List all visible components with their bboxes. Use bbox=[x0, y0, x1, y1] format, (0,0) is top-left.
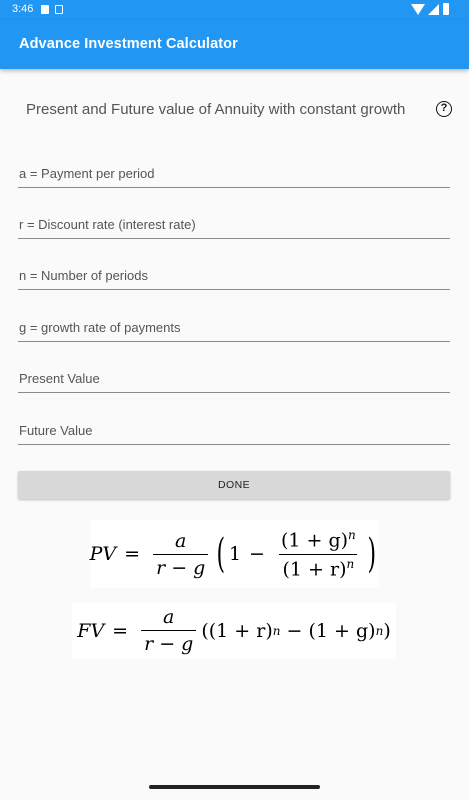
pv-formula-numerator: a bbox=[175, 529, 187, 552]
future-value-input[interactable] bbox=[18, 417, 450, 445]
status-time: 3:46 bbox=[12, 3, 34, 15]
battery-icon bbox=[443, 3, 449, 15]
signal-icon bbox=[428, 4, 439, 15]
pv-formula-lhs: PV bbox=[89, 543, 117, 565]
app-title: Advance Investment Calculator bbox=[19, 36, 238, 52]
help-icon[interactable]: ? bbox=[436, 101, 452, 117]
status-bar bbox=[0, 0, 469, 20]
number-of-periods-input[interactable] bbox=[18, 262, 450, 290]
fv-formula-fraction bbox=[141, 606, 196, 655]
done-button[interactable]: DONE bbox=[18, 471, 450, 499]
fv-formula-image bbox=[72, 603, 396, 658]
app-bar bbox=[0, 20, 469, 69]
notification-icon bbox=[55, 5, 63, 14]
wifi-icon bbox=[411, 4, 425, 15]
fv-formula-numerator: a bbox=[163, 606, 175, 628]
pv-formula-one: 1 bbox=[228, 543, 242, 565]
fv-formula-close: ) bbox=[383, 619, 391, 642]
pv-formula-close-paren: ) bbox=[367, 531, 376, 577]
pv-formula-denominator: r − g bbox=[153, 554, 208, 579]
fv-formula-minus: − bbox=[280, 619, 309, 642]
growth-rate-input[interactable] bbox=[18, 314, 450, 342]
pv-formula-inner-fraction bbox=[278, 528, 359, 580]
fv-formula-exp1: n bbox=[272, 623, 281, 638]
fv-formula-equals: = bbox=[112, 619, 129, 642]
pv-formula-inner-numerator: $(1 + g)^n$ bbox=[280, 528, 356, 552]
payment-per-period-input[interactable] bbox=[18, 160, 450, 188]
sd-card-icon bbox=[41, 5, 49, 14]
pv-formula-inner-denominator: $(1 + r)^n$ bbox=[279, 554, 357, 580]
pv-formula-fraction bbox=[153, 530, 208, 579]
pv-formula-equals: = bbox=[124, 543, 141, 565]
fv-formula-denominator: r − g bbox=[141, 630, 196, 655]
pv-formula-open-paren: ( bbox=[216, 531, 226, 577]
present-value-input[interactable] bbox=[18, 365, 450, 393]
pv-formula-minus: − bbox=[249, 543, 265, 565]
fv-formula-part1: ((1 + r) bbox=[201, 619, 273, 642]
pv-formula-image bbox=[90, 520, 379, 588]
fv-formula-exp2: n bbox=[375, 623, 384, 638]
home-indicator[interactable] bbox=[149, 785, 320, 789]
fv-formula-lhs: FV bbox=[77, 619, 105, 642]
page-subtitle: Present and Future value of Annuity with constant growth bbox=[26, 101, 406, 118]
fv-formula-part2: (1 + g) bbox=[308, 619, 376, 642]
discount-rate-input[interactable] bbox=[18, 211, 450, 239]
